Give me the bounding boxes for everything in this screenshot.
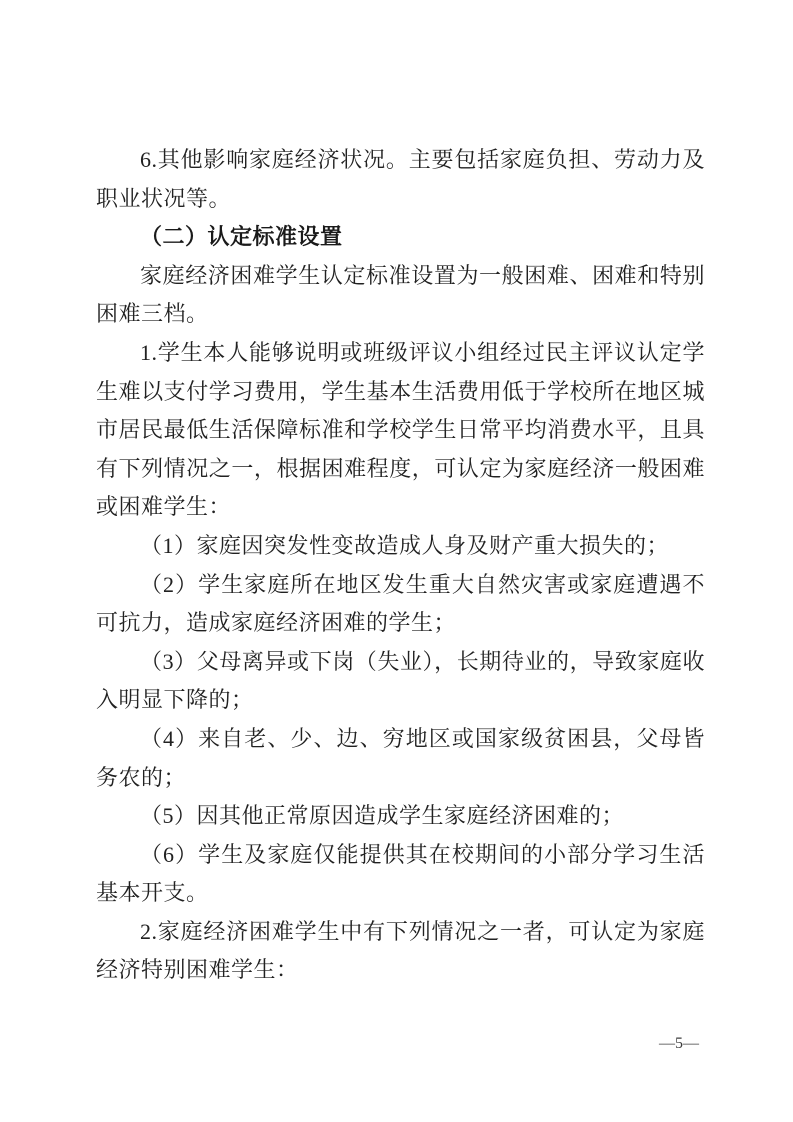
paragraph-other-factors: 6.其他影响家庭经济状况。主要包括家庭负担、劳动力及职业状况等。 (96, 147, 705, 211)
paragraph-item-1-general-difficulty: 1.学生本人能够说明或班级评议小组经过民主评议认定学生难以支付学习费用，学生基本生活费用低于学校所在地区城市居民最低生活保障标准和学校学生日常平均消费水平，且具有下列情况之一，根据困难程度，可认定为家庭经济一般困难或困难学生： (96, 339, 705, 520)
page-number: —5— (659, 1035, 699, 1052)
document-text-block (96, 141, 705, 990)
paragraph-item-2-special-difficulty: 2.家庭经济困难学生中有下列情况之一者，可认定为家庭经济特别困难学生： (96, 918, 705, 983)
paragraph-condition-6: （6）学生及家庭仅能提供其在校期间的小部分学习生活基本开支。 (96, 841, 705, 906)
paragraph-condition-4: （4）来自老、少、边、穷地区或国家级贫困县，父母皆务农的； (96, 725, 705, 790)
paragraph-condition-3: （3）父母离异或下岗（失业），长期待业的，导致家庭收入明显下降的； (96, 648, 705, 713)
paragraph-three-tiers: 家庭经济困难学生认定标准设置为一般困难、困难和特别困难三档。 (96, 262, 705, 327)
paragraph-condition-2: （2）学生家庭所在地区发生重大自然灾害或家庭遭遇不可抗力，造成家庭经济困难的学生； (96, 571, 705, 636)
paragraph-condition-1: （1）家庭因突发性变故造成人身及财产重大损失的； (140, 532, 670, 558)
section-heading-standard-setting: （二）认定标准设置 (140, 224, 343, 250)
paragraph-condition-5: （5）因其他正常原因造成学生家庭经济困难的； (140, 803, 625, 829)
